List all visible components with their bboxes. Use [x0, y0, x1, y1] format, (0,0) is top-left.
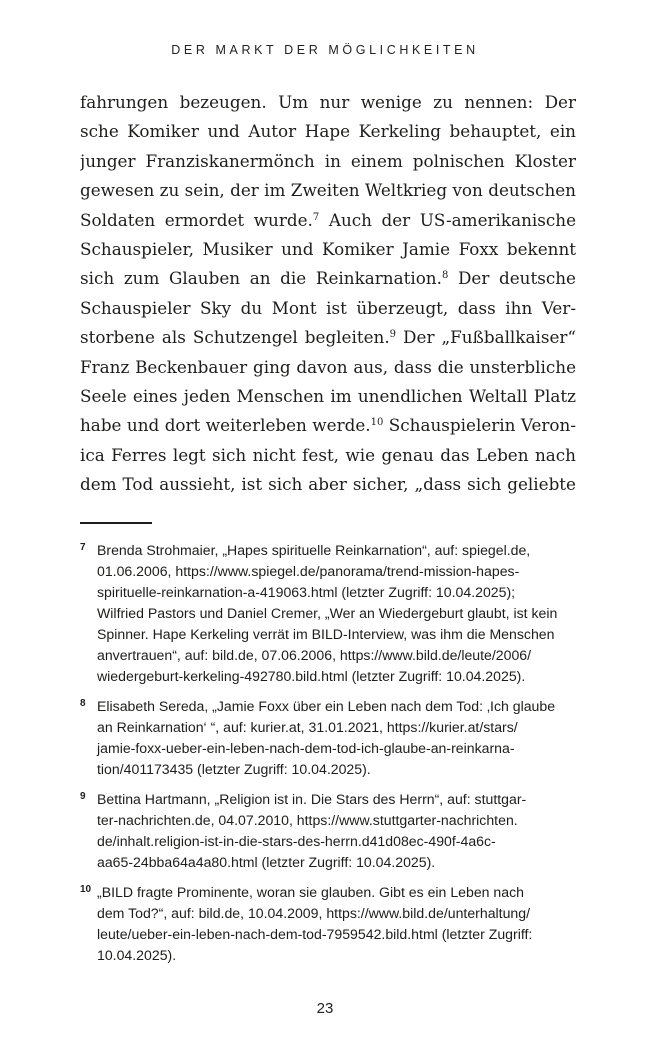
footnote-number: 8: [80, 698, 86, 709]
body-line-text: storbene als Schutzengel begleiten.: [80, 327, 390, 348]
footnote-line[interactable]: leute/ueber-ein-leben-nach-dem-tod-7959542.bild.html (letzter Zugriff:: [97, 926, 533, 942]
footnote-ref-9[interactable]: 9: [389, 329, 397, 341]
page-number: 23: [316, 1000, 334, 1017]
footnote-9: [80, 789, 580, 873]
body-line: [80, 264, 576, 293]
footnote-line: Elisabeth Sereda, „Jamie Foxx über ein Leben nach dem Tod: ‚Ich glaube: [97, 698, 556, 714]
footnote-number: 9: [80, 791, 86, 802]
body-line: Seele eines jeden Menschen im unendlichen Weltall Platz: [80, 385, 576, 406]
body-line: [80, 411, 576, 440]
footnote-ref-7[interactable]: 7: [312, 211, 320, 223]
footnote-line[interactable]: de/inhalt.religion-ist-in-die-stars-des-herrn.d41d08ec-490f-4a6c-: [97, 833, 496, 849]
footnote-number: 10: [80, 884, 92, 895]
footnote-ref-10[interactable]: 10: [370, 417, 384, 429]
body-line: sche Komiker und Autor Hape Kerkeling behauptet, ein: [80, 121, 576, 142]
footnote-line: Wilfried Pastors und Daniel Cremer, „Wer an Wiedergeburt glaubt, ist kein: [97, 605, 558, 621]
footnote-line: Brenda Strohmaier, „Hapes spirituelle Reinkarnation“, auf: spiegel.de,: [97, 542, 531, 558]
body-line: dem Tod aussieht, ist sich aber sicher, „dass sich geliebte: [80, 474, 576, 495]
body-line: Schauspieler Sky du Mont ist überzeugt, dass ihn Ver-: [80, 297, 576, 318]
body-line: [80, 323, 576, 352]
footnote-8: [80, 696, 580, 780]
footnote-line[interactable]: ter-nachrichten.de, 04.07.2010, https://www.stuttgarter-nachrichten.: [97, 812, 518, 828]
body-line: junger Franziskanermönch in einem polnischen Kloster: [80, 150, 576, 171]
footnote-line: Bettina Hartmann, „Religion ist in. Die Stars des Herrn“, auf: stuttgar-: [97, 791, 527, 807]
footnote-line: aa65-24bba64a4a80.html (letzter Zugriff: 10.04.2025).: [97, 854, 436, 870]
footnotes: [80, 540, 580, 975]
body-line: Franz Beckenbauer ging davon aus, dass die unsterbliche: [80, 356, 576, 377]
body-line-text: habe und dort weiterleben werde.: [80, 415, 371, 436]
footnote-10: [80, 882, 580, 966]
running-head: DER MARKT DER MÖGLICHKEITEN: [171, 43, 479, 57]
body-line-text: sich zum Glauben an die Reinkarnation.: [80, 268, 442, 289]
body-text: [80, 88, 576, 499]
body-line-text: Auch der US-amerikanische: [319, 209, 576, 230]
footnote-number: 7: [80, 542, 86, 553]
footnote-ref-8[interactable]: 8: [441, 270, 449, 282]
body-line: Schauspieler, Musiker und Komiker Jamie Foxx bekennt: [80, 238, 576, 259]
footnote-line: „BILD fragte Prominente, woran sie glauben. Gibt es ein Leben nach: [97, 884, 524, 900]
footnote-line: wiedergeburt-kerkeling-492780.bild.html (letzter Zugriff: 10.04.2025).: [97, 668, 526, 684]
footnote-line[interactable]: an Reinkarnation‘ “, auf: kurier.at, 31.01.2021, https://kurier.at/stars/: [97, 719, 518, 735]
body-line: ica Ferres legt sich nicht fest, wie genau das Leben nach: [80, 444, 576, 465]
body-line: [80, 206, 576, 235]
footnote-line[interactable]: jamie-foxx-ueber-ein-leben-nach-dem-tod-ich-glaube-an-reinkarna-: [97, 740, 515, 756]
body-line-text: Der „Fußballkaiser“: [396, 327, 576, 348]
footnote-7: [80, 540, 580, 687]
footnote-separator: [80, 522, 152, 524]
footnote-line: spirituelle-reinkarnation-a-419063.html (letzter Zugriff: 10.04.2025);: [97, 584, 516, 600]
footnote-line[interactable]: dem Tod?“, auf: bild.de, 10.04.2009, https://www.bild.de/unterhaltung/: [97, 905, 531, 921]
footnote-line[interactable]: 01.06.2006, https://www.spiegel.de/panorama/trend-mission-hapes-: [97, 563, 520, 579]
body-line-text: Der deutsche: [448, 268, 576, 289]
body-line: gewesen zu sein, der im Zweiten Weltkrieg von deutschen: [80, 180, 576, 201]
footnote-line: tion/401173435 (letzter Zugriff: 10.04.2025).: [97, 761, 371, 777]
body-line-text: Schauspielerin Veron-: [383, 415, 576, 436]
body-line-text: Soldaten ermordet wurde.: [80, 209, 313, 230]
footnote-line: Spinner. Hape Kerkeling verrät im BILD-Interview, was ihm die Menschen: [97, 626, 555, 642]
body-line: fahrungen bezeugen. Um nur wenige zu nennen: Der: [80, 92, 576, 112]
footnote-line[interactable]: anvertrauen“, auf: bild.de, 07.06.2006, https://www.bild.de/leute/2006/: [97, 647, 532, 663]
footnote-line: 10.04.2025).: [97, 947, 177, 963]
